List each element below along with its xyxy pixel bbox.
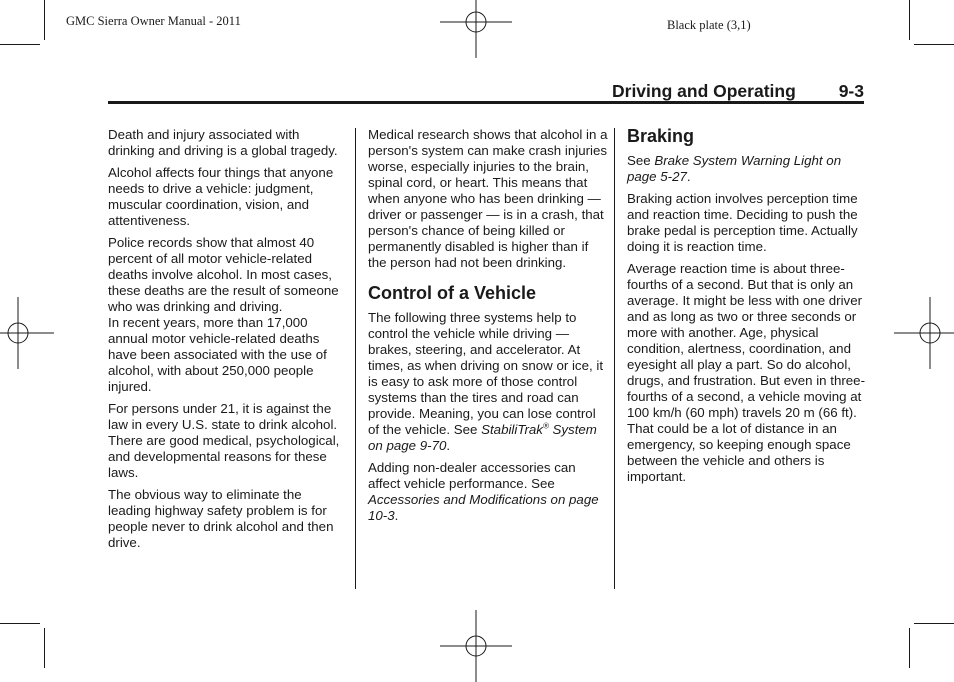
- page-number: 9-3: [838, 81, 864, 101]
- column-divider: [355, 128, 356, 589]
- column-divider: [614, 128, 615, 589]
- running-head: [612, 81, 864, 102]
- section-title: Driving and Operating: [612, 81, 796, 101]
- section-heading: Braking: [627, 126, 695, 146]
- manual-title: GMC Sierra Owner Manual - 2011: [66, 14, 241, 28]
- paragraph: Average reaction time is about three-fourths of a second. But that is only an average. It might be less with one driver and as long as two or three seconds or more with another. Age, physical condition, alertness, coordination, and eyesight all play a part. So do alcohol, drugs, and frustration. But even in three-fourths of a second, a vehicle moving at 100 km/h (60 mph) travels 20 m (66 ft). That could be a lot of distance in an emergency, so keeping enough space between the vehicle and others is important.: [627, 261, 866, 484]
- column-3: [627, 126, 867, 491]
- paragraph: For persons under 21, it is against the law in every U.S. state to drink alcohol. There are good medical, psychological, and developmental reasons for these laws.: [108, 401, 340, 480]
- crop-mark: [44, 628, 45, 668]
- paragraph: See Brake System Warning Light on page 5-27.: [627, 153, 842, 184]
- paragraph: Police records show that almost 40 percent of all motor vehicle-related deaths involve alcohol. In most cases, these deaths are the result of someone who was drinking and driving.: [108, 235, 339, 314]
- paragraph: Braking action involves perception time and reaction time. Deciding to push the brake pedal is perception time. Actually doing it is reaction time.: [627, 191, 858, 254]
- crop-mark: [0, 623, 40, 624]
- crop-mark: [909, 0, 910, 40]
- cross-reference-link[interactable]: StabiliTrak® System on page 9-70: [368, 421, 597, 453]
- paragraph: Alcohol affects four things that anyone needs to drive a vehicle: judgment, muscular coordination, vision, and attentiveness.: [108, 165, 334, 228]
- section-heading: Control of a Vehicle: [368, 283, 537, 303]
- column-2: [368, 127, 608, 530]
- cross-reference-link[interactable]: Accessories and Modifications on page 10-3: [368, 492, 599, 523]
- registration-mark-icon: [440, 610, 512, 682]
- registration-mark-icon: [440, 0, 512, 58]
- paragraph: Death and injury associated with drinking and driving is a global tragedy.: [108, 127, 338, 158]
- registration-mark-icon: [0, 297, 54, 369]
- paragraph: Adding non-dealer accessories can affect vehicle performance. See Accessories and Modifications on page 10-3.: [368, 460, 599, 523]
- registered-mark: ®: [542, 421, 549, 431]
- crop-mark: [44, 0, 45, 40]
- crop-mark: [909, 628, 910, 668]
- crop-mark: [914, 623, 954, 624]
- paragraph: The following three systems help to control the vehicle while driving — brakes, steering, and accelerator. At times, as when driving on snow or ice, it is easy to ask more of those control systems than the tires and road can provide. Meaning, you can lose control of the vehicle. See StabiliTrak® System on page 9-70.: [368, 310, 604, 453]
- cross-reference-link[interactable]: Brake System Warning Light on page 5-27: [627, 153, 842, 184]
- registration-mark-icon: [894, 297, 954, 369]
- paragraph-text: The following three systems help to control the vehicle while driving — brakes, steering, and accelerator. At times, as when driving on snow or ice, it is easy to ask more of those control systems than the tires and road can provide. Meaning, you can lose control of the vehicle. See: [368, 310, 604, 437]
- column-1: [108, 127, 340, 557]
- paragraph: Medical research shows that alcohol in a person's system can make crash injuries worse, especially injuries to the brain, spinal cord, or heart. This means that when anyone who has been drinking — driver or passenger — is in a crash, that person's chance of being killed or permanently disabled is higher than if the person had not been drinking.: [368, 127, 608, 270]
- header-rule: [108, 101, 864, 104]
- paragraph: In recent years, more than 17,000 annual motor vehicle-related deaths have been associated with the use of alcohol, with about 250,000 people injured.: [108, 315, 327, 394]
- plate-label: Black plate (3,1): [667, 18, 751, 32]
- crop-mark: [0, 44, 40, 45]
- paragraph: The obvious way to eliminate the leading highway safety problem is for people never to drink alcohol and then drive.: [108, 487, 334, 550]
- paragraph-text: Adding non-dealer accessories can affect vehicle performance. See: [368, 460, 576, 491]
- crop-mark: [914, 44, 954, 45]
